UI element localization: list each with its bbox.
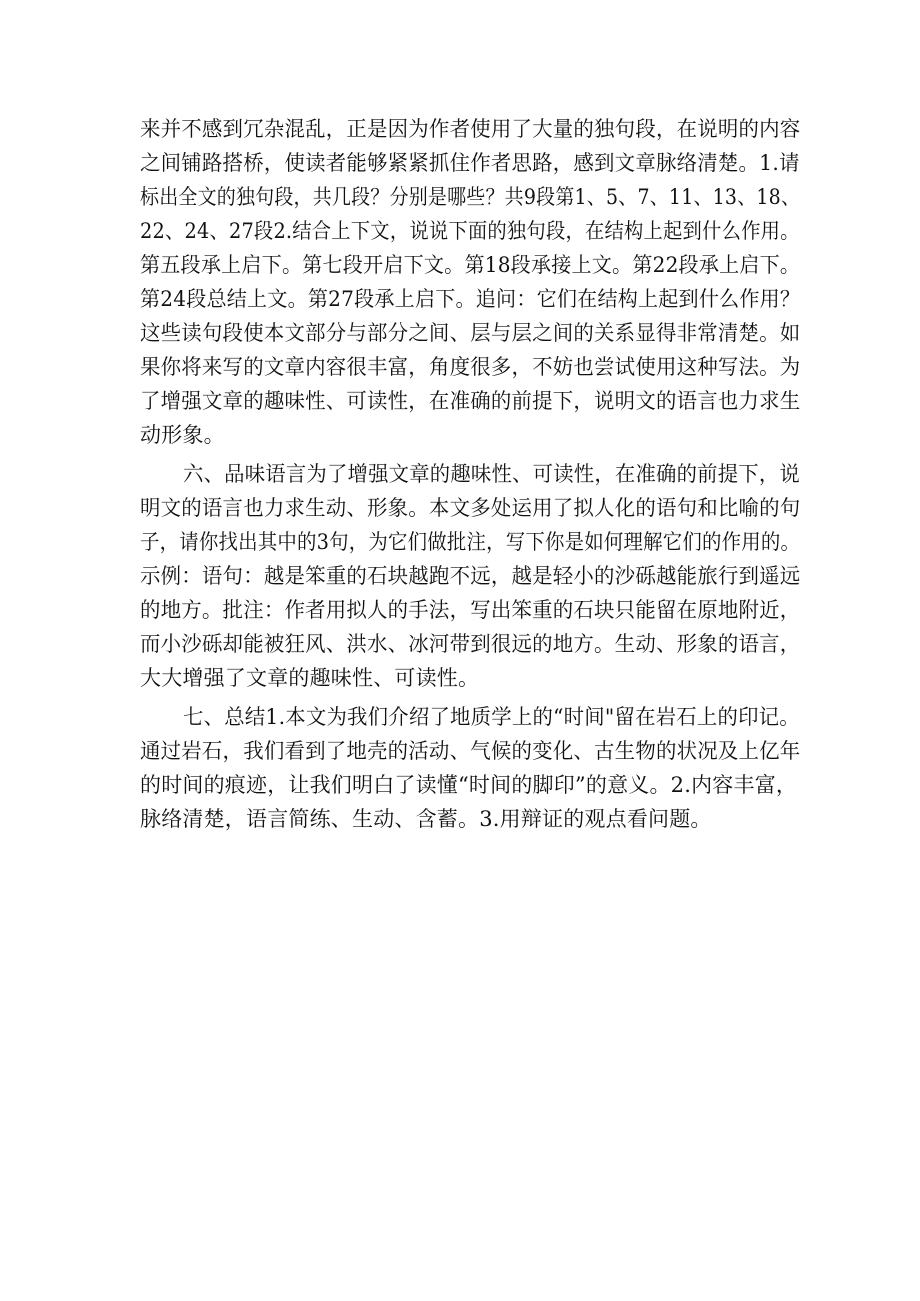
paragraph-line: 来并不感到冗杂混乱，正是因为作者使用了大量的独句段，在说明的内容 [140, 117, 801, 141]
paragraph-line: 的时间的痕迹，让我们明白了读懂“时间的脚印”的意义。2.内容丰富， [140, 773, 798, 797]
paragraph-line: 这些读句段使本文部分与部分之间、层与层之间的关系显得非常清楚。如 [140, 321, 801, 345]
paragraph-line: 果你将来写的文章内容很丰富，角度很多，不妨也尝试使用这种写法。为 [140, 355, 801, 379]
section-heading-line: 六、品味语言为了增强文章的趣味性、可读性，在准确的前提下，说 [183, 462, 800, 486]
paragraph-line: 通过岩石，我们看到了地壳的活动、气候的变化、古生物的状况及上亿年 [140, 739, 801, 763]
paragraph-line: 动形象。 [140, 423, 225, 447]
paragraph-line: 示例：语句：越是笨重的石块越跑不远，越是轻小的沙砾越能旅行到遥远 [140, 564, 801, 588]
paragraph-line: 而小沙砾却能被狂风、洪水、冰河带到很远的地方。生动、形象的语言， [140, 632, 801, 656]
paragraph-line: 的地方。批注：作者用拟人的手法，写出笨重的石块只能留在原地附近， [140, 598, 801, 622]
paragraph-line: 大大增强了文章的趣味性、可读性。 [140, 666, 480, 690]
section-heading-line: 七、总结1.本文为我们介绍了地质学上的“时间"留在岩石上的印记。 [183, 705, 800, 729]
paragraph-line: 子，请你找出其中的3句，为它们做批注，写下你是如何理解它们的作用的。 [140, 530, 801, 554]
paragraph-line: 之间铺路搭桥，使读者能够紧紧抓住作者思路，感到文章脉络清楚。1.请 [140, 151, 800, 175]
paragraph-line: 22、24、27段2.结合上下文，说说下面的独句段，在结构上起到什么作用。 [140, 219, 800, 243]
paragraph-line: 标出全文的独句段，共几段？分别是哪些？共9段第1、5、7、11、13、18、 [140, 185, 801, 209]
paragraph-line: 第24段总结上文。第27段承上启下。追问：它们在结构上起到什么作用？ [140, 287, 801, 311]
paragraph-line: 脉络清楚，语言简练、生动、含蓄。3.用辩证的观点看问题。 [140, 807, 712, 831]
paragraph-line: 了增强文章的趣味性、可读性，在准确的前提下，说明文的语言也力求生 [140, 389, 801, 413]
paragraph-line: 明文的语言也力求生动、形象。本文多处运用了拟人化的语句和比喻的句 [140, 496, 801, 520]
paragraph-line: 第五段承上启下。第七段开启下文。第18段承接上文。第22段承上启下。 [140, 253, 801, 277]
